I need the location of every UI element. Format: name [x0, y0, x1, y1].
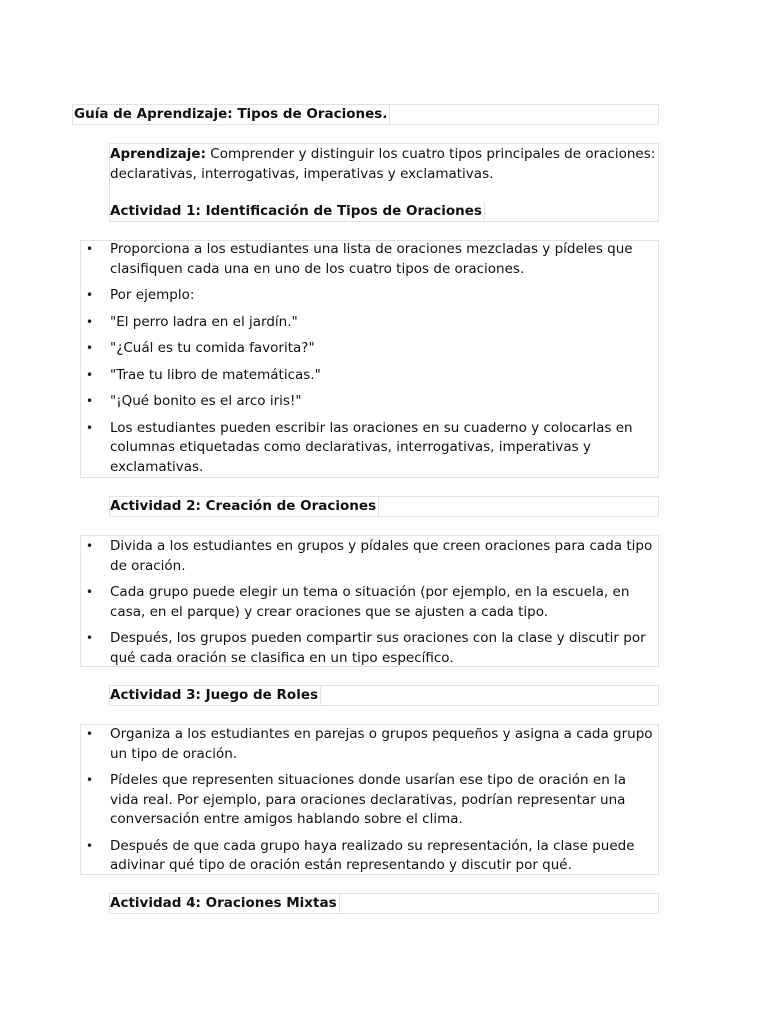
aprendizaje-line2: declarativas, interrogativas, imperativas y exclamativas.: [110, 165, 494, 182]
aprendizaje-line1: Comprender y distinguir los cuatro tipos principales de oraciones:: [205, 146, 656, 162]
list-item: • "¿Cuál es tu comida favorita?": [110, 339, 658, 359]
actividad1-heading: [110, 202, 485, 222]
list-item: • "¡Qué bonito es el arco iris!": [110, 392, 658, 412]
actividad1-list: [110, 240, 658, 477]
actividad2-heading: [110, 497, 379, 517]
list-item: • Divida a los estudiantes en grupos y pídales que creen oraciones para cada tipo de oración.: [110, 537, 658, 576]
list-item: • Proporciona a los estudiantes una lista de oraciones mezcladas y pídeles que clasifiquen cada una en uno de los cuatro tipos de oraciones.: [110, 240, 658, 279]
list-item: • Después, los grupos pueden compartir sus oraciones con la clase y discutir por qué cada oración se clasifica en un tipo específico.: [110, 629, 658, 668]
aprendizaje-paragraph: [110, 145, 655, 184]
actividad3-heading-text: Actividad 3: Juego de Roles: [110, 686, 321, 706]
list-item: • "El perro ladra en el jardín.": [110, 313, 658, 333]
list-item: • "Trae tu libro de matemáticas.": [110, 366, 658, 386]
actividad3-heading: [110, 686, 321, 706]
actividad4-heading: [110, 894, 340, 914]
aprendizaje-label: Aprendizaje:: [110, 146, 206, 162]
actividad2-list: [110, 537, 658, 668]
list-item: • Por ejemplo:: [110, 286, 658, 306]
document-title: [74, 105, 390, 125]
actividad2-heading-text: Actividad 2: Creación de Oraciones: [110, 497, 379, 517]
actividad4-heading-text: Actividad 4: Oraciones Mixtas: [110, 894, 340, 914]
actividad1-heading-text: Actividad 1: Identificación de Tipos de Oraciones: [110, 202, 485, 222]
list-item: • Pídeles que representen situaciones donde usarían ese tipo de oración en la vida real. Por ejemplo, para oraciones declarativas, podrían representar una conversación entre amigos hablando sobre el clima.: [110, 771, 630, 830]
list-item: • Después de que cada grupo haya realizado su representación, la clase puede adivinar qué tipo de oración están representando y discutir por qué.: [110, 837, 658, 876]
list-item: • Organiza a los estudiantes en parejas o grupos pequeños y asigna a cada grupo un tipo de oración.: [110, 725, 658, 764]
list-item: • Los estudiantes pueden escribir las oraciones en su cuaderno y colocarlas en columnas etiquetadas como declarativas, interrogativas, imperativas y exclamativas.: [110, 419, 640, 478]
actividad3-list: [110, 725, 658, 876]
list-item: • Cada grupo puede elegir un tema o situación (por ejemplo, en la escuela, en casa, en el parque) y crear oraciones que se ajusten a cada tipo.: [110, 583, 640, 622]
document-title-text: Guía de Aprendizaje: Tipos de Oraciones.: [74, 105, 390, 125]
